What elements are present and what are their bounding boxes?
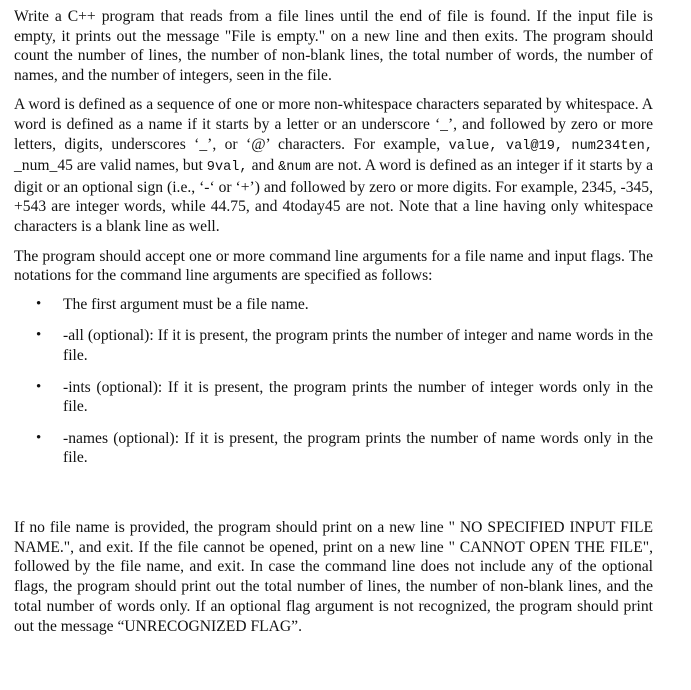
list-item <box>14 326 653 365</box>
word-definition-text-a: A word is defined as a sequence of one or more non-whitespace characters separated by whitespace. A word is defined as a name if it starts by a letter or an underscore ‘_’, and followed by zero or more letters, digits, underscores ‘_’, or ‘@’ characters. For example, <box>14 96 653 153</box>
bullet-icon: • <box>36 327 42 344</box>
argument-list <box>14 295 653 468</box>
error-handling-paragraph: If no file name is provided, the program should print on a new line " NO SPECIFIED INPUT FILE NAME.", and exit. If the file cannot be opened, print on a new line " CANNOT OPEN THE FILE", followed by the file name, and exit. In case the command line does not include any of the optional flags, the program should print out the total number of lines, the number of non-blank lines, and the total number of words only. If an optional flag argument is not recognized, the program should print out the message “UNRECOGNIZED FLAG”. <box>14 518 653 635</box>
arguments-paragraph: The program should accept one or more command line arguments for a file name and input flags. The notations for the command line arguments are specified as follows: <box>14 247 653 285</box>
example-name-value: value, <box>448 138 498 154</box>
word-definition-text-d: are not. A word is defined as an integer if it starts by a digit or an optional sign (i.e., ‘-‘ or ‘+’) and followed by zero or more digits. For example, 2345, -345, +543 are integer words, while 44.75, and 4today45 are not. Note that a line having only whitespace characters is a blank line as well. <box>14 157 654 235</box>
word-definition-text-c: and <box>247 157 279 175</box>
example-invalid-9val: 9val, <box>206 160 248 176</box>
example-invalid-num: &num <box>278 160 311 176</box>
intro-paragraph: Write a C++ program that reads from a file lines until the end of file is found. If the input file is empty, it prints out the message "File is empty." on a new line and then exits. The program should count the number of lines, the number of non-blank lines, the total number of words, the number of names, and the number of integers, seen in the file. <box>14 8 653 84</box>
word-definition-paragraph <box>14 95 653 236</box>
list-item-text: The first argument must be a file name. <box>63 295 309 313</box>
list-item-text: -ints (optional): If it is present, the program prints the number of integer words only in the file. <box>63 378 653 416</box>
list-item <box>14 295 653 315</box>
list-item <box>14 429 653 468</box>
list-item <box>14 378 653 417</box>
list-item-text: -names (optional): If it is present, the program prints the number of name words only in the file. <box>63 429 653 467</box>
example-name-num234ten: num234ten, <box>571 138 653 154</box>
list-item-text: -all (optional): If it is present, the program prints the number of integer and name words in the file. <box>63 327 653 364</box>
bullet-icon: • <box>36 429 42 446</box>
example-name-val19: val@19, <box>505 138 564 154</box>
bullet-icon: • <box>36 295 42 312</box>
bullet-icon: • <box>36 378 42 395</box>
word-definition-text-b: _num_45 are valid names, but <box>14 157 207 175</box>
